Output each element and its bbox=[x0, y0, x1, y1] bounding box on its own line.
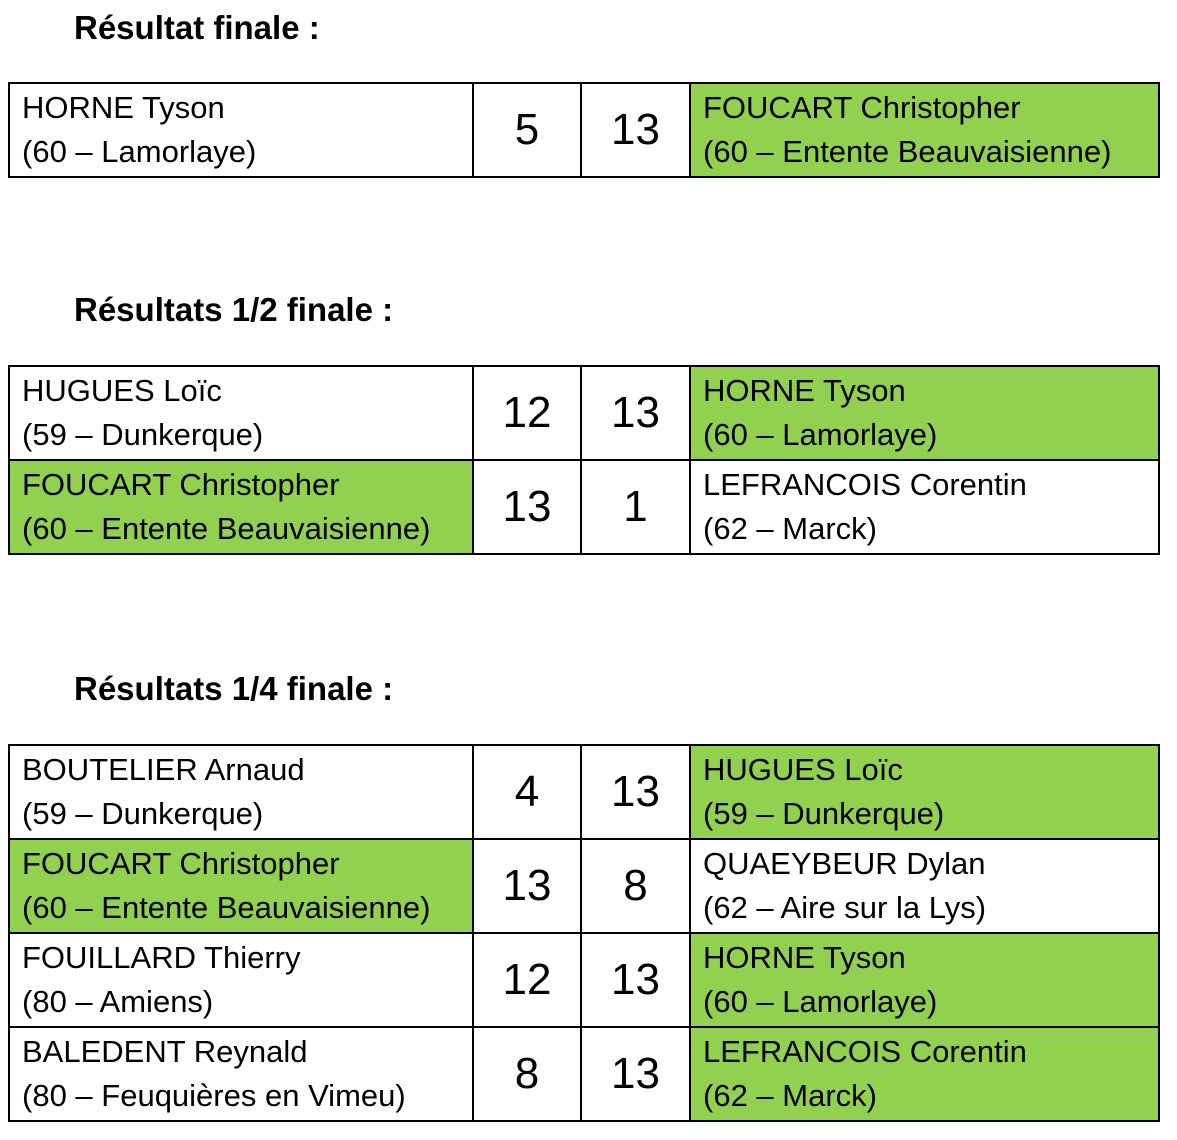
player-name: BOUTELIER Arnaud bbox=[22, 752, 305, 787]
right-player-cell bbox=[690, 460, 1159, 554]
left-player-cell bbox=[9, 933, 473, 1027]
table-row bbox=[9, 460, 1159, 554]
section-title-quarter-finals: Résultats 1/4 finale : bbox=[74, 670, 394, 707]
table-row bbox=[9, 1027, 1159, 1121]
table-row bbox=[9, 745, 1159, 839]
left-player-cell bbox=[9, 745, 473, 839]
player-name: HORNE Tyson bbox=[22, 90, 225, 125]
player-name: FOUCART Christopher bbox=[703, 90, 1021, 125]
player-club: (62 – Marck) bbox=[703, 511, 877, 546]
left-score: 12 bbox=[473, 933, 581, 1027]
left-score: 8 bbox=[473, 1027, 581, 1121]
left-score: 13 bbox=[473, 460, 581, 554]
left-score: 4 bbox=[473, 745, 581, 839]
player-name: FOUCART Christopher bbox=[22, 467, 340, 502]
right-player-cell bbox=[690, 745, 1159, 839]
player-club: (60 – Entente Beauvaisienne) bbox=[703, 134, 1112, 169]
left-score: 13 bbox=[473, 839, 581, 933]
section-title-semi-finals: Résultats 1/2 finale : bbox=[74, 291, 394, 328]
player-club: (60 – Lamorlaye) bbox=[703, 417, 938, 452]
right-score: 13 bbox=[581, 1027, 690, 1121]
player-name: HUGUES Loïc bbox=[22, 373, 222, 408]
right-player-cell bbox=[690, 933, 1159, 1027]
right-player-cell bbox=[690, 1027, 1159, 1121]
left-player-cell bbox=[9, 1027, 473, 1121]
right-score: 13 bbox=[581, 745, 690, 839]
right-score: 13 bbox=[581, 933, 690, 1027]
player-name: HORNE Tyson bbox=[703, 373, 906, 408]
player-club: (60 – Entente Beauvaisienne) bbox=[22, 890, 431, 925]
results-table-finale bbox=[8, 82, 1160, 178]
player-name: LEFRANCOIS Corentin bbox=[703, 1034, 1027, 1069]
player-club: (60 – Entente Beauvaisienne) bbox=[22, 511, 431, 546]
player-name: FOUCART Christopher bbox=[22, 846, 340, 881]
player-club: (59 – Dunkerque) bbox=[22, 796, 264, 831]
player-name: HUGUES Loïc bbox=[703, 752, 903, 787]
player-name: BALEDENT Reynald bbox=[22, 1034, 308, 1069]
right-player-cell bbox=[690, 83, 1159, 177]
player-club: (60 – Lamorlaye) bbox=[22, 134, 257, 169]
right-score: 1 bbox=[581, 460, 690, 554]
player-club: (60 – Lamorlaye) bbox=[703, 984, 938, 1019]
right-player-cell bbox=[690, 366, 1159, 460]
left-player-cell bbox=[9, 839, 473, 933]
results-table-semi-finals bbox=[8, 365, 1160, 555]
left-player-cell bbox=[9, 366, 473, 460]
player-club: (62 – Aire sur la Lys) bbox=[703, 890, 987, 925]
right-score: 13 bbox=[581, 366, 690, 460]
right-score: 13 bbox=[581, 83, 690, 177]
player-name: FOUILLARD Thierry bbox=[22, 940, 301, 975]
left-score: 12 bbox=[473, 366, 581, 460]
player-club: (62 – Marck) bbox=[703, 1078, 877, 1113]
table-row bbox=[9, 83, 1159, 177]
left-player-cell bbox=[9, 83, 473, 177]
player-club: (59 – Dunkerque) bbox=[22, 417, 264, 452]
player-name: QUAEYBEUR Dylan bbox=[703, 846, 986, 881]
player-name: LEFRANCOIS Corentin bbox=[703, 467, 1027, 502]
left-score: 5 bbox=[473, 83, 581, 177]
player-club: (80 – Amiens) bbox=[22, 984, 214, 1019]
right-player-cell bbox=[690, 839, 1159, 933]
right-score: 8 bbox=[581, 839, 690, 933]
left-player-cell bbox=[9, 460, 473, 554]
player-club: (59 – Dunkerque) bbox=[703, 796, 945, 831]
table-row bbox=[9, 366, 1159, 460]
player-name: HORNE Tyson bbox=[703, 940, 906, 975]
player-club: (80 – Feuquières en Vimeu) bbox=[22, 1078, 406, 1113]
table-row bbox=[9, 933, 1159, 1027]
results-table-quarter-finals bbox=[8, 744, 1160, 1122]
section-title-finale: Résultat finale : bbox=[74, 9, 320, 46]
table-row bbox=[9, 839, 1159, 933]
